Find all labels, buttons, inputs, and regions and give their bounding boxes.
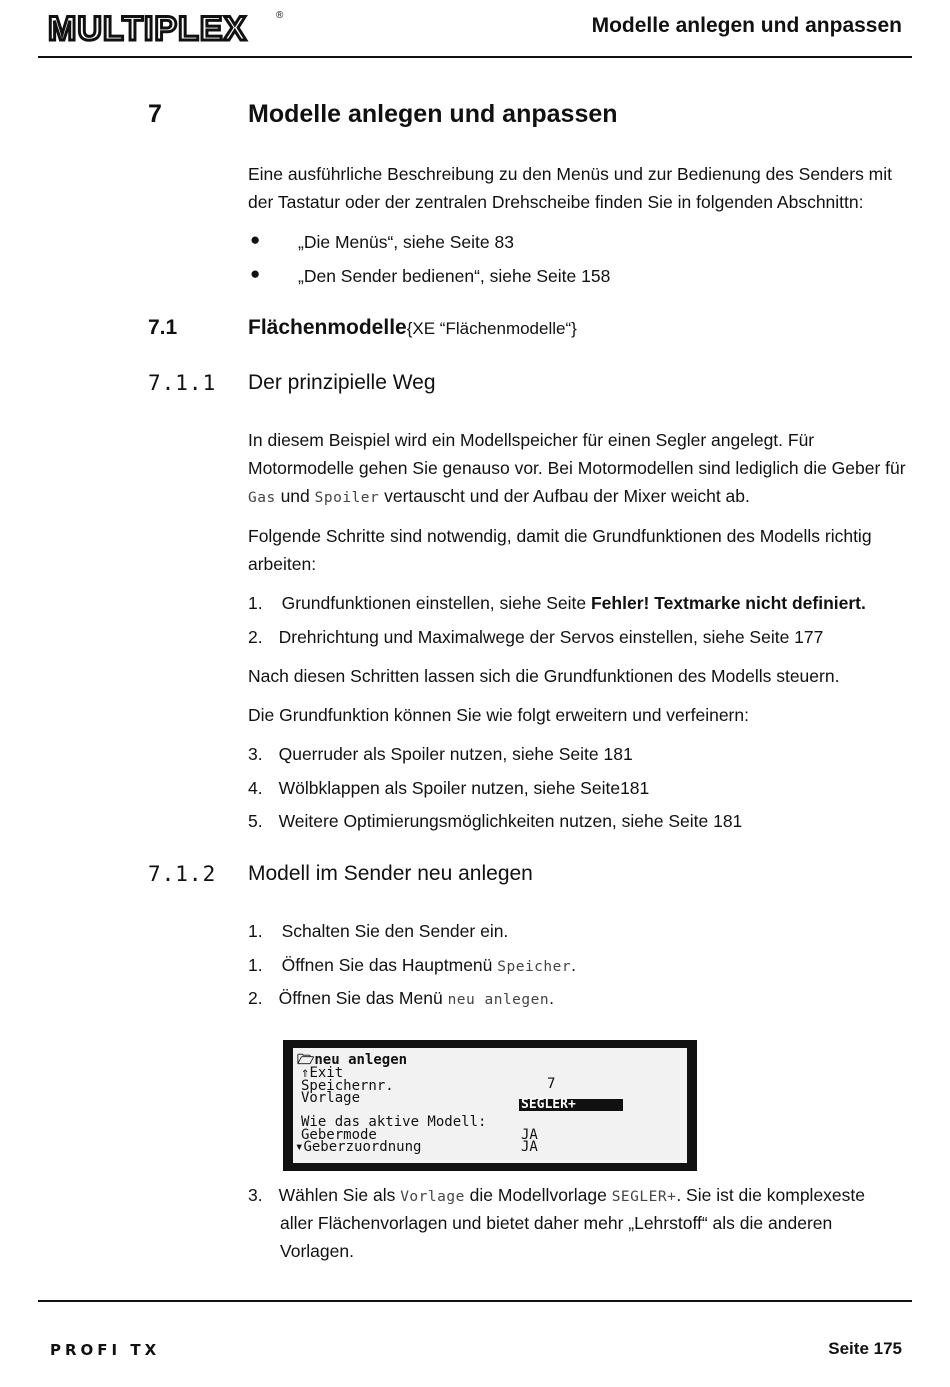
svg-text:MULTIPLEX: MULTIPLEX	[48, 10, 248, 48]
lcd-vorlage-label: Vorlage	[301, 1090, 361, 1106]
paragraph-nach: Nach diesen Schritten lassen sich die Grundfunktionen des Modells steuern.	[248, 666, 840, 686]
lcd-geberzuordnung-value: JA	[521, 1139, 538, 1155]
footer-page-number: Seite 175	[828, 1339, 902, 1358]
mono-speicher: Speicher	[497, 959, 572, 975]
lcd-title: 🗁neu anlegen	[297, 1052, 408, 1068]
list-item: 5. Weitere Optimierungsmöglichkeiten nutzen, siehe Seite 181	[248, 811, 743, 831]
list-item: 1. Öffnen Sie das Hauptmenü Speicher.	[248, 955, 576, 975]
subsection-title	[248, 316, 577, 340]
paragraph-schritte: Folgende Schritte sind notwendig, damit die Grundfunktionen des Modells richtig arbeiten:	[248, 526, 872, 574]
lcd-geberzuordnung: ▾Geberzuordnung	[295, 1139, 422, 1155]
bullet-icon: ●	[250, 230, 261, 249]
lcd-display	[293, 1048, 687, 1163]
subsubsection-title: Modell im Sender neu anlegen	[248, 862, 533, 885]
subsection-number: 7.1	[148, 316, 178, 339]
bullet-item: „Die Menüs“, siehe Seite 83	[298, 232, 514, 252]
lcd-exit: ⇑Exit	[301, 1065, 344, 1081]
section-number: 7	[148, 100, 162, 128]
bullet-item: „Den Sender bedienen“, siehe Seite 158	[298, 266, 611, 286]
intro-paragraph: Eine ausführliche Beschreibung zu den Menüs und zur Bedienung des Senders mit der Tastatur oder der zentralen Drehscheibe finden Sie in folgenden Abschnittn:	[248, 164, 893, 212]
list-item: 1. Schalten Sie den Sender ein.	[248, 921, 509, 941]
list-item: 1. Grundfunktionen einstellen, siehe Seite Fehler! Textmarke nicht definiert.	[248, 593, 866, 613]
subsubsection-number: 7.1.1	[148, 371, 217, 395]
paragraph-erweitern: Die Grundfunktion können Sie wie folgt erweitern und verfeinern:	[248, 705, 749, 725]
list-item: 4. Wölbklappen als Spoiler nutzen, siehe Seite181	[248, 778, 650, 798]
lcd-gebermode-value: JA	[521, 1127, 538, 1143]
lcd-speichernr-value: 7	[547, 1076, 556, 1092]
mono-gas: Gas	[248, 490, 276, 506]
list-item: 3. Querruder als Spoiler nutzen, siehe Seite 181	[248, 744, 633, 764]
multiplex-logo	[48, 6, 288, 48]
lcd-gebermode-label: Gebermode	[301, 1127, 377, 1143]
list-item: 2. Öffnen Sie das Menü neu anlegen.	[248, 988, 554, 1008]
folder-icon: 🗁	[297, 1052, 315, 1068]
mono-spoiler: Spoiler	[314, 490, 380, 506]
xe-field: {XE “Flächenmodelle“}	[406, 319, 577, 338]
error-text: Fehler! Textmarke nicht definiert.	[590, 593, 866, 613]
header-title: Modelle anlegen und anpassen	[591, 14, 902, 37]
lcd-speichernr-label: Speichernr.	[301, 1078, 394, 1094]
mono-segler: SEGLER+	[611, 1189, 677, 1205]
mono-vorlage: Vorlage	[400, 1189, 465, 1205]
footer-rule	[38, 1300, 912, 1302]
subsubsection-title: Der prinzipielle Weg	[248, 371, 436, 394]
list-item: 3. Wählen Sie als Vorlage die Modellvorlage SEGLER+. Sie ist die komplexeste	[248, 1185, 866, 1205]
subsubsection-number: 7.1.2	[148, 862, 217, 886]
lcd-screen	[283, 1040, 697, 1171]
svg-text:®: ®	[276, 10, 284, 21]
down-arrow-icon: ▾	[295, 1139, 304, 1155]
list-item: 2. Drehrichtung und Maximalwege der Servos einstellen, siehe Seite 177	[248, 627, 824, 647]
mono-neu-anlegen: neu anlegen	[447, 992, 550, 1008]
footer-product: PROFI TX	[50, 1341, 161, 1359]
header-rule	[38, 56, 912, 58]
bullet-icon: ●	[250, 264, 261, 283]
list-item-continued: Vorlagen.	[280, 1241, 354, 1261]
list-item-continued: aller Flächenvorlagen und bietet daher mehr „Lehrstoff“ als die anderen	[280, 1213, 833, 1233]
section-title: Modelle anlegen und anpassen	[248, 100, 618, 128]
paragraph-beispiel: In diesem Beispiel wird ein Modellspeicher für einen Segler angelegt. Für Motormodelle gehen Sie genauso vor. Bei Motormodellen sind lediglich die Geber für Gas und Spoiler vertauscht und der Aufbau der Mixer weicht ab.	[248, 430, 906, 506]
subsection-title-text: Flächenmodelle	[248, 316, 407, 339]
lcd-aktiv-label: Wie das aktive Modell:	[301, 1114, 487, 1130]
exit-arrow-icon: ⇑	[301, 1065, 310, 1081]
lcd-vorlage-value: SEGLER+	[519, 1099, 623, 1111]
